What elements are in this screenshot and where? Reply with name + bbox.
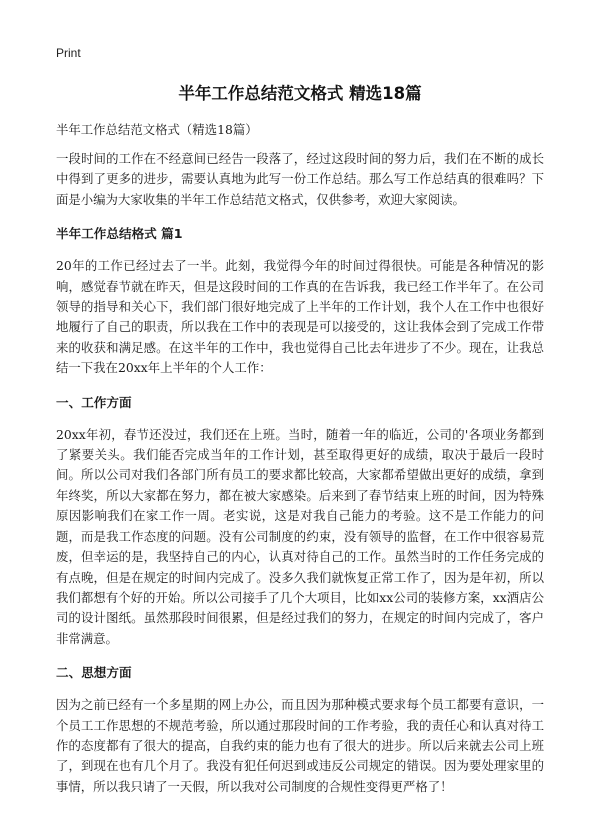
section-heading: 半年工作总结格式 篇1 xyxy=(56,226,183,242)
document-body xyxy=(56,120,544,811)
intro-paragraph: 一段时间的工作在不经意间已经告一段落了，经过这段时间的努力后，我们在不断的成长中得到了更多的进步，需要认真地为此写一份工作总结。那么写工作总结真的很难吗？下面是小编为大家收集的半年工作总结范文格式，仅供参考，欢迎大家阅读。 xyxy=(56,151,544,207)
document-subtitle: 半年工作总结范文格式（精选18篇） xyxy=(56,122,258,137)
work-aspect-paragraph: 20xx年初，春节还没过，我们还在上班。当时，随着一年的临近，公司的'各项业务都到了紧要关头。我们能否完成当年的工作计划，甚至取得更好的成绩，取决于最后一段时间。所以公司对我们各部门所有员工的要求都比较高，大家都希望做出更好的成绩，拿到年终奖，所以大家都在努力，都在被大家感染。后来到了春节结束上班的时间，因为特殊原因影响我们在家工作一周。老实说，这是对我自己能力的考验。这不是工作能力的问题，而是我工作态度的问题。没有公司制度的约束，没有领导的监督，在工作中很容易荒废，但幸运的是，我坚持自己的内心，认真对待自己的工作。虽然当时的工作任务完成的有点晚，但是在规定的时间内完成了。没多久我们就恢复正常工作了，因为是年初，所以我们都想有个好的开始。所以公司接手了几个大项目，比如xx公司的装修方案，xx酒店公司的设计图纸。虽然那段时间很累，但是经过我们的努力，在规定的时间内完成了，客户非常满意。 xyxy=(56,426,544,646)
thought-aspect-heading: 二、思想方面 xyxy=(56,665,132,681)
page-title: 半年工作总结范文格式 精选18篇 xyxy=(178,84,422,103)
work-aspect-heading: 一、工作方面 xyxy=(56,394,132,410)
print-link[interactable]: Print xyxy=(56,46,81,60)
thought-aspect-paragraph: 因为之前已经有一个多星期的网上办公，而且因为那种模式要求每个员工都要有意识，一个员工工作思想的不规范考验，所以通过那段时间的工作考验，我的责任心和认真对待工作的态度都有了很大的提高，自我约束的能力也有了很大的进步。所以后来就去公司上班了，到现在也有几个月了。我没有犯任何迟到或违反公司规定的错误。因为要处理家里的事情，所以我只请了一天假，所以我对公司制度的合规性变得更严格了！ xyxy=(56,697,544,794)
section-intro-paragraph: 20年的工作已经过去了一半。此刻，我觉得今年的时间过得很快。可能是各种情况的影响，感觉春节就在昨天，但是这段时间的工作真的在告诉我，我已经工作半年了。在公司领导的指导和关心下，我们部门很好地完成了上半年的工作计划，我个人在工作中也很好地履行了自己的职责，所以我在工作中的表现是可以接受的，这让我体会到了完成工作带来的收获和满足感。在这半年的工作中，我也觉得自己比去年进步了不少。现在，让我总结一下我在20xx年上半年的个人工作： xyxy=(56,258,544,376)
